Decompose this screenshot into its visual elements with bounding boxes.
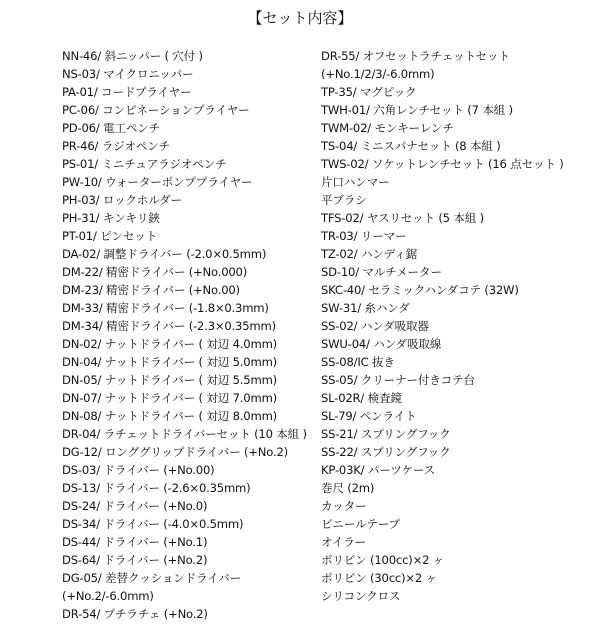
list-item: ビニールテープ (321, 517, 400, 532)
list-item: PC-06/ コンビネーションプライヤー (62, 103, 250, 118)
list-item: 巻尺 (2m) (321, 481, 375, 496)
list-item: DR-55/ オフセットラチェットセット (321, 49, 510, 63)
list-item: DG-12/ ロンググリップドライバー (+No.2) (62, 445, 288, 460)
list-item: DN-02/ ナットドライバー ( 対辺 4.0mm) (62, 337, 277, 352)
left-item-list (62, 47, 307, 624)
list-item: DS-44/ ドライバー (+No.1) (62, 535, 208, 550)
list-item: SS-22/ スプリングフック (321, 445, 451, 460)
list-item: TZ-02/ ハンディ鋸 (321, 247, 417, 262)
list-item: DN-08/ ナットドライバー ( 対辺 8.0mm) (62, 409, 277, 424)
list-item: TS-04/ ミニスパナセット (8 本組 ) (321, 139, 501, 154)
list-item: PT-01/ ピンセット (62, 229, 158, 244)
list-item: TWH-01/ 六角レンチセット (7 本組 ) (321, 103, 513, 118)
list-item: TR-03/ リーマー (321, 229, 407, 244)
list-item: PS-01/ ミニチュアラジオペンチ (62, 157, 227, 172)
list-item: (+No.1/2/3/-6.0mm) (321, 67, 435, 82)
list-item: TFS-02/ ヤスリセット (5 本組 ) (321, 211, 484, 226)
list-item: PA-01/ コードプライヤー (62, 85, 192, 100)
list-item: TWM-02/ モンキーレンチ (321, 121, 454, 136)
list-item: 片口ハンマー (321, 175, 390, 190)
list-item: DM-34/ 精密ドライバー (-2.3×0.35mm) (62, 319, 276, 334)
list-item: DS-24/ ドライバー (+No.0) (62, 499, 208, 514)
list-item: DS-03/ ドライバー (+No.00) (62, 463, 215, 478)
list-item: KP-03K/ パーツケース (321, 463, 436, 478)
list-item: PD-06/ 電工ペンチ (62, 121, 161, 136)
list-item: SKC-40/ セラミックハンダコテ (32W) (321, 283, 519, 298)
list-item: 平ブラシ (321, 193, 367, 208)
list-item: SW-31/ 糸ハンダ (321, 301, 410, 316)
list-item: ポリビン (30cc)×2 ヶ (321, 571, 437, 586)
list-item: SS-05/ クリーナー付きコテ台 (321, 373, 475, 388)
list-item: DN-05/ ナットドライバー ( 対辺 5.5mm) (62, 373, 277, 388)
list-item: DR-54/ プチラチェ (+No.2) (62, 607, 208, 622)
list-item: DS-64/ ドライバー (+No.2) (62, 553, 208, 568)
list-item: NN-46/ 斜ニッパー ( 穴付 ) (62, 49, 203, 63)
page-title: 【セット内容】 (247, 9, 353, 27)
list-item: シリコンクロス (321, 589, 401, 604)
list-item: DS-34/ ドライバー (-4.0×0.5mm) (62, 517, 244, 532)
list-item: PH-03/ ロックホルダー (62, 193, 182, 208)
list-item: SS-08/IC 抜き (321, 355, 395, 370)
list-item: SS-02/ ハンダ吸取器 (321, 319, 429, 334)
list-item: DM-22/ 精密ドライバー (+No.000) (62, 265, 248, 280)
list-item: PW-10/ ウォーターポンププライヤー (62, 175, 253, 190)
list-item: DA-02/ 調整ドライバー (-2.0×0.5mm) (62, 247, 267, 262)
list-item: SWU-04/ ハンダ吸取線 (321, 337, 442, 352)
list-item: PR-46/ ラジオペンチ (62, 139, 171, 154)
list-item: (+No.2/-6.0mm) (62, 589, 154, 604)
list-item: SL-02R/ 検査鏡 (321, 391, 402, 406)
list-item: TWS-02/ ソケットレンチセット (16 点セット ) (321, 157, 564, 172)
list-item: SL-79/ ペンライト (321, 409, 417, 424)
list-item: オイラー (321, 535, 366, 550)
list-item: DR-04/ ラチェットドライバーセット (10 本組 ) (62, 427, 307, 442)
list-item: DM-23/ 精密ドライバー (+No.00) (62, 283, 240, 298)
right-item-list (321, 47, 583, 605)
list-item: DN-04/ ナットドライバー ( 対辺 5.0mm) (62, 355, 277, 370)
list-item: DM-33/ 精密ドライバー (-1.8×0.3mm) (62, 301, 269, 316)
list-item: ポリビン (100cc)×2 ヶ (321, 553, 445, 568)
list-item: カッター (321, 499, 367, 514)
list-item: DN-07/ ナットドライバー ( 対辺 7.0mm) (62, 391, 277, 406)
list-item: PH-31/ キンキリ鋏 (62, 211, 160, 226)
list-item: NS-03/ マイクロニッパー (62, 67, 194, 82)
list-item: TP-35/ マグピック (321, 85, 417, 100)
list-item: DS-13/ ドライバー (-2.6×0.35mm) (62, 481, 251, 496)
list-item: SD-10/ マルチメーター (321, 265, 442, 280)
list-item: DG-05/ 差替クッションドライバー (62, 571, 241, 586)
list-item: SS-21/ スプリングフック (321, 427, 451, 442)
